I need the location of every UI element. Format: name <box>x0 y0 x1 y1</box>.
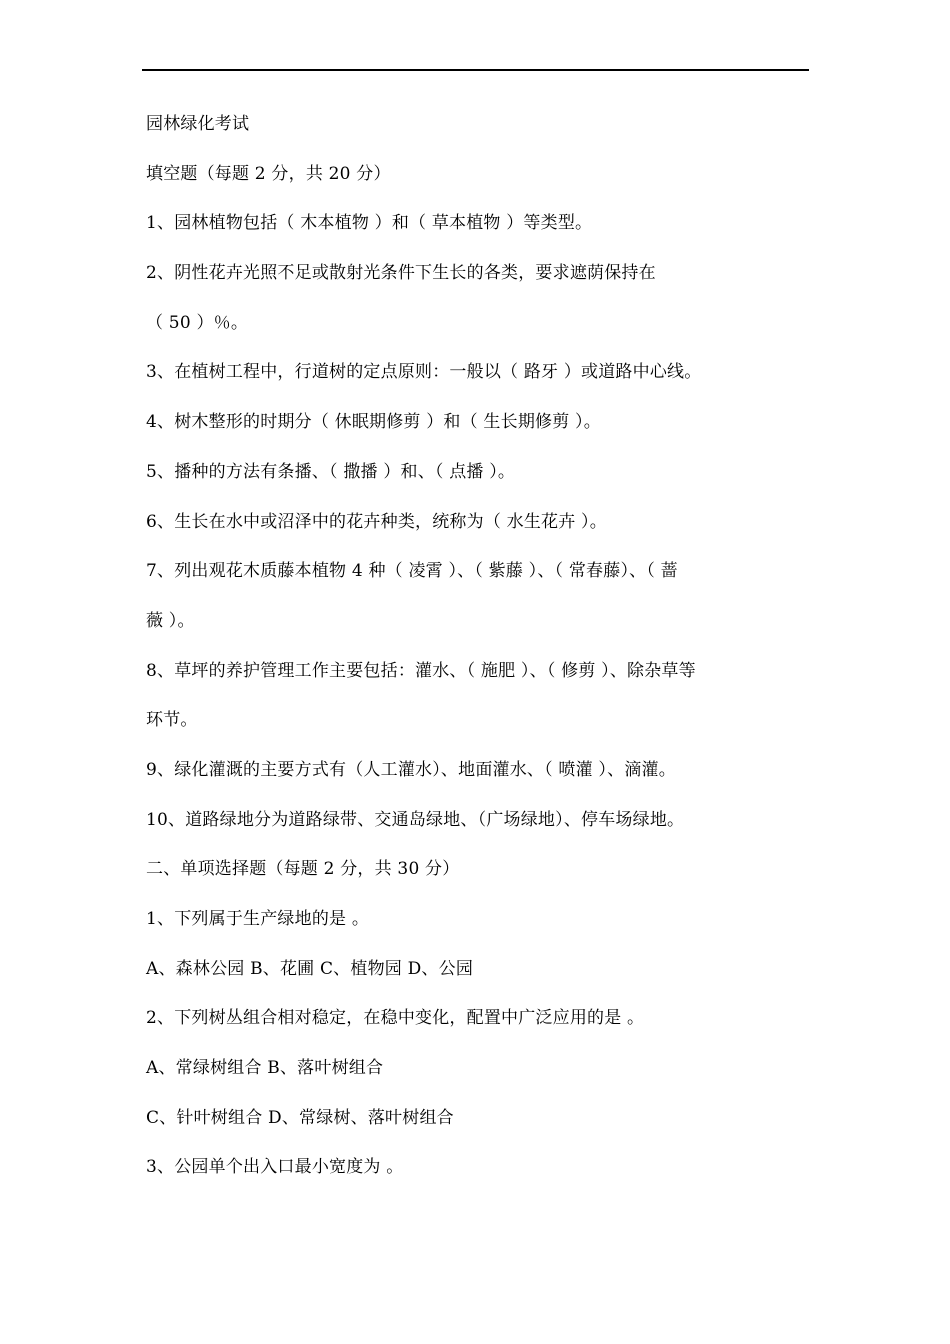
question-line: 3、公园单个出入口最小宽度为 。 <box>146 1157 404 1178</box>
section-heading-fill-blank: 填空题（每题 2 分，共 20 分） <box>146 163 391 184</box>
question-line: 2、阴性花卉光照不足或散射光条件下生长的各类，要求遮荫保持在 <box>146 263 656 284</box>
question-line: 6、生长在水中或沼泽中的花卉种类，统称为（ 水生花卉 ）。 <box>146 511 607 532</box>
answer-options-line: C、针叶树组合 D、常绿树、落叶树组合 <box>146 1107 454 1128</box>
question-line: 9、绿化灌溉的主要方式有（人工灌水）、地面灌水、（ 喷灌 ）、滴灌。 <box>146 759 676 780</box>
question-line: 7、列出观花木质藤本植物 4 种（ 凌霄 ）、（ 紫藤 ）、（ 常春藤）、（ 蔷 <box>146 561 678 582</box>
answer-options-line: A、常绿树组合 B、落叶树组合 <box>146 1058 384 1079</box>
section-heading-single-choice: 二、单项选择题（每题 2 分，共 30 分） <box>146 859 460 880</box>
question-line: 1、园林植物包括（ 木本植物 ）和（ 草本植物 ）等类型。 <box>146 213 593 234</box>
question-line: 8、草坪的养护管理工作主要包括：灌水、（ 施肥 ）、（ 修剪 ）、除杂草等 <box>146 660 696 681</box>
question-line: 1、下列属于生产绿地的是 。 <box>146 909 370 929</box>
question-line: （ 50 ）％。 <box>146 312 249 333</box>
question-line: 10、道路绿地分为道路绿带、交通岛绿地、（广场绿地）、停车场绿地。 <box>146 809 685 830</box>
question-line: 薇 ）。 <box>146 610 195 631</box>
document-body <box>146 108 816 1201</box>
question-line: 2、下列树丛组合相对稳定，在稳中变化，配置中广泛应用的是 。 <box>146 1008 645 1029</box>
question-line: 5、播种的方法有条播、（ 撒播 ）和、（ 点播 ）。 <box>146 461 516 482</box>
header-rule <box>142 69 809 71</box>
answer-options-line: A、森林公园 B、花圃 C、植物园 D、公园 <box>146 958 474 979</box>
question-line: 3、在植树工程中，行道树的定点原则：一般以（ 路牙 ）或道路中心线。 <box>146 362 702 383</box>
question-line: 4、树木整形的时期分（ 休眠期修剪 ）和（ 生长期修剪 ）。 <box>146 412 601 433</box>
question-line: 环节。 <box>146 710 198 731</box>
document-title: 园林绿化考试 <box>146 114 250 134</box>
